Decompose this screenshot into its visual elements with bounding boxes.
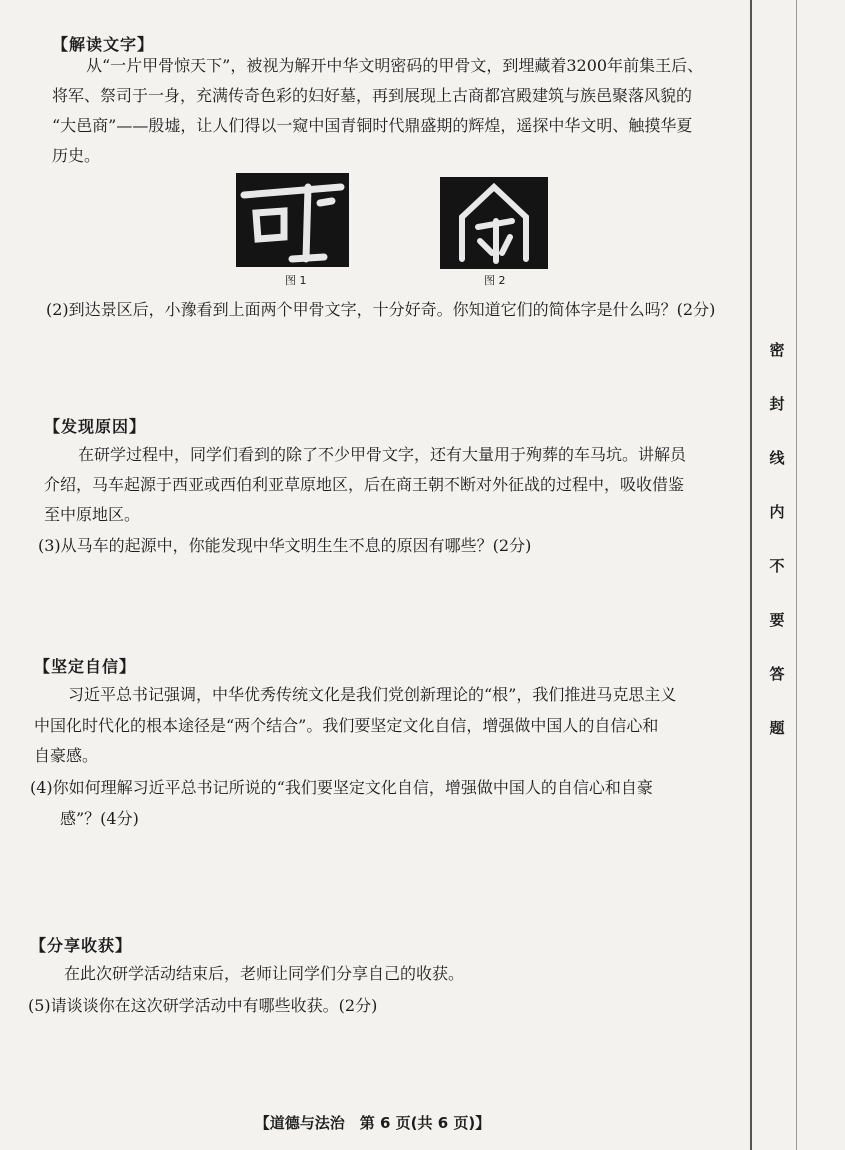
seal-char: 密 [769, 341, 785, 359]
question-4-line-2: 感”？(4分) [60, 809, 139, 828]
oracle-glyph-1-icon [236, 173, 349, 267]
section-title-share-harvest: 【分享收获】 [30, 936, 133, 955]
paragraph-line: 在研学过程中，同学们看到的除了不少甲骨文字，还有大量用于殉葬的车马坑。讲解员 [78, 445, 687, 464]
seal-char: 不 [769, 557, 785, 575]
section-title-interpret-text: 【解读文字】 [52, 35, 155, 54]
paragraph-line: “大邑商”——殷墟，让人们得以一窥中国青铜时代鼎盛期的辉煌，遥探中华文明、触摸华夏 [52, 116, 693, 135]
paragraph-line: 从“一片甲骨惊天下”，被视为解开中华文明密码的甲骨文，到埋藏着3200年前集王后、 [86, 56, 704, 75]
paragraph-line: 习近平总书记强调，中华优秀传统文化是我们党创新理论的“根”，我们推进马克思主义 [68, 685, 677, 704]
paragraph-line: 自豪感。 [34, 746, 99, 765]
seal-char: 内 [769, 503, 785, 521]
seal-char: 要 [769, 611, 785, 629]
seal-char: 线 [769, 449, 785, 467]
paragraph-line: 将军、祭司于一身，充满传奇色彩的妇好墓，再到展现上古商都宫殿建筑与族邑聚落风貌的 [52, 86, 693, 105]
paragraph-line: 至中原地区。 [44, 505, 141, 524]
question-5: (5)请谈谈你在这次研学活动中有哪些收获。(2分) [28, 996, 378, 1015]
binding-line [750, 0, 752, 1150]
seal-char: 封 [769, 395, 785, 413]
oracle-bone-figure-1 [236, 173, 349, 267]
question-3: (3)从马车的起源中，你能发现中华文明生生不息的原因有哪些？(2分) [38, 536, 532, 555]
paragraph-line: 介绍，马车起源于西亚或西伯利亚草原地区，后在商王朝不断对外征战的过程中，吸收借鉴 [44, 475, 685, 494]
question-4-line-1: (4)你如何理解习近平总书记所说的“我们要坚定文化自信，增强做中国人的自信心和自豪 [30, 778, 653, 797]
question-2: (2)到达景区后，小豫看到上面两个甲骨文字，十分好奇。你知道它们的简体字是什么吗？(2分) [46, 300, 716, 319]
paragraph-line: 中国化时代化的根本途径是“两个结合”。我们要坚定文化自信，增强做中国人的自信心和 [34, 716, 659, 735]
seal-char: 答 [769, 665, 785, 683]
section-title-find-reason: 【发现原因】 [44, 417, 147, 436]
seal-char: 题 [769, 719, 785, 737]
oracle-bone-figure-2 [440, 177, 548, 269]
figure-1-caption: 图 1 [285, 274, 307, 287]
figure-2-caption: 图 2 [484, 274, 506, 287]
binding-edge [796, 0, 797, 1150]
section-title-firm-confidence: 【坚定自信】 [34, 657, 137, 676]
oracle-glyph-2-icon [440, 177, 548, 269]
paragraph-line: 历史。 [52, 146, 101, 165]
seal-line-notice [760, 340, 794, 772]
paragraph-line: 在此次研学活动结束后，老师让同学们分享自己的收获。 [64, 964, 465, 983]
page-footer: 【道德与法治 第 6 页(共 6 页)】 [254, 1114, 491, 1132]
